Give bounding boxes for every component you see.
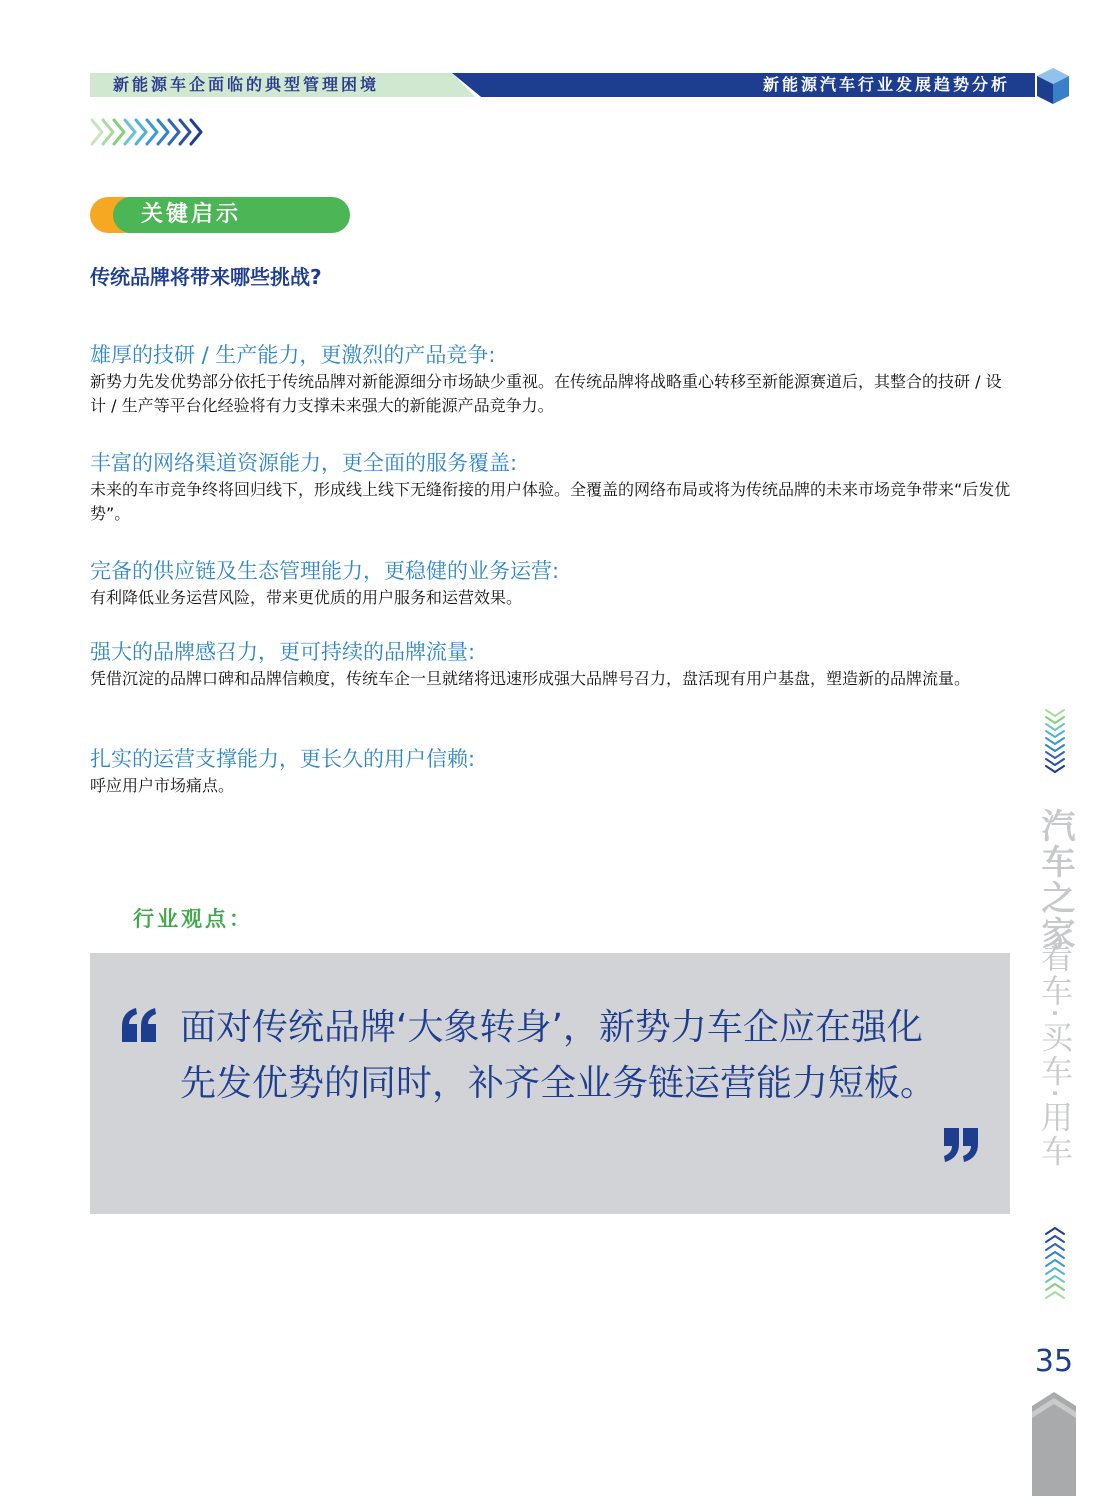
- quote-close-icon: [942, 1128, 980, 1162]
- page-tab: [1032, 1392, 1076, 1496]
- quote-open-icon: [120, 1008, 158, 1042]
- section-title: 扎实的运营支撑能力，更长久的用户信赖:: [90, 747, 476, 771]
- section-1: [90, 340, 1012, 418]
- quote-text: 面对传统品牌‘大象转身’，新势力车企应在强化先发优势的同时，补齐全业务链运营能力短板。: [180, 1007, 937, 1104]
- section-body: 未来的车市竞争终将回归线下，形成线上线下无缝衔接的用户体验。全覆盖的网络布局或将为传统品牌的未来市场竞争带来“后发优势”。: [90, 480, 1011, 523]
- sidebar-slogan: 看车·买车·用车: [1036, 940, 1074, 1169]
- section-body: 呼应用户市场痛点。: [90, 776, 235, 795]
- page-number: 35: [1034, 1344, 1074, 1379]
- section-5: [90, 744, 1012, 798]
- section-body: 凭借沉淀的品牌口碑和品牌信赖度，传统车企一旦就绪将迅速形成强大品牌号召力，盘活现有用户基盘，塑造新的品牌流量。: [90, 669, 971, 688]
- section-3: [90, 556, 1012, 610]
- header-right-title: 新能源汽车行业发展趋势分析: [762, 75, 1010, 94]
- chevron-up-row-icon: [1043, 1226, 1067, 1300]
- section-title: 完备的供应链及生态管理能力，更稳健的业务运营:: [90, 559, 560, 583]
- key-pill-label: 关键启示: [141, 202, 242, 227]
- chevron-row-icon: [90, 115, 215, 149]
- section-title: 强大的品牌感召力，更可持续的品牌流量:: [90, 640, 476, 664]
- section-4: [90, 637, 1012, 691]
- industry-view-label: 行业观点：: [133, 907, 253, 931]
- key-question: 传统品牌将带来哪些挑战?: [90, 265, 322, 289]
- sidebar-brand: 汽车之家: [1035, 808, 1075, 952]
- section-2: [90, 448, 1012, 526]
- section-body: 新势力先发优势部分依托于传统品牌对新能源细分市场缺少重视。在传统品牌将战略重心转移至新能源赛道后，其整合的技研 / 设计 / 生产等平台化经验将有力支撑未来强大的新能源产品竞争力。: [90, 372, 1002, 415]
- chevron-down-row-icon: [1043, 708, 1067, 778]
- section-body: 有利降低业务运营风险，带来更优质的用户服务和运营效果。: [90, 588, 523, 607]
- header-left-title: 新能源车企面临的典型管理困境: [113, 75, 380, 94]
- section-title: 丰富的网络渠道资源能力，更全面的服务覆盖:: [90, 451, 518, 475]
- cube-icon: [1033, 66, 1073, 106]
- section-title: 雄厚的技研 / 生产能力，更激烈的产品竞争:: [90, 343, 496, 367]
